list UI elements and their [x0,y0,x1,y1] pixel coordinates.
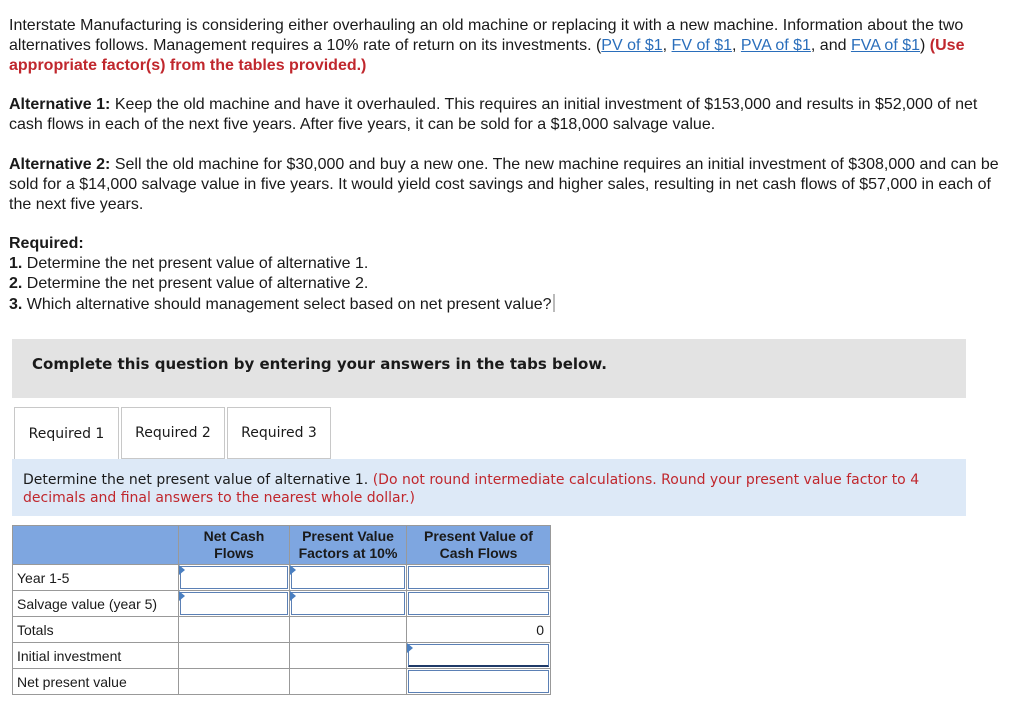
header-net-cash-flows: Net Cash Flows [179,526,290,565]
header-pv-cash-flows: Present Value of Cash Flows [407,526,551,565]
row-label: Initial investment [13,643,179,669]
pv-factor-input[interactable] [290,591,407,617]
empty-cell [179,669,290,695]
intro-text: Interstate Manufacturing is considering either overhauling an old machine or replacing it with a new machine. Information about the two alternatives follows. Management requires a 10% rate of return on its investments. ( [9,17,964,54]
table-row [13,617,551,643]
flag-icon [407,643,413,653]
empty-cell [290,617,407,643]
header-pv-factors: Present Value Factors at 10% [290,526,407,565]
row-label: Totals [13,617,179,643]
instructions-banner [12,339,966,398]
question-intro: Interstate Manufacturing is considering either overhauling an old machine or replacing it with a new machine. Information about the two alternatives follows. Management requires a 10% rate of return on its investments. (PV of $1, FV of $1, PVA of $1, and FVA of $1) (Use appropriate factor(s) from the tables provided.) [9,17,965,74]
table-row [13,565,551,591]
text-cursor [553,294,555,312]
flag-icon [290,591,296,601]
empty-cell [290,643,407,669]
pv-factor-input[interactable] [290,565,407,591]
alternative-2: Alternative 2: Sell the old machine for $30,000 and buy a new one. The new machine requires an initial investment of $308,000 and can be sold for a $14,000 salvage value in five years. It would yield cost savings and higher sales, resulting in net cash flows of $57,000 in each of the next five years. [9,156,999,213]
npv-table [12,525,551,695]
pv-cash-flow-cell[interactable] [407,565,551,591]
tab-required-1[interactable]: Required 1 [14,407,119,459]
tab-required-3[interactable]: Required 3 [227,407,331,459]
row-label: Salvage value (year 5) [13,591,179,617]
pv-cash-flow-cell[interactable] [407,591,551,617]
table-row [13,669,551,695]
alternative-1: Alternative 1: Keep the old machine and have it overhauled. This requires an initial investment of $153,000 and results in $52,000 of net cash flows in each of the next five years. After five years, it can be sold for a $18,000 salvage value. [9,96,978,133]
flag-icon [179,565,185,575]
empty-cell [179,617,290,643]
empty-cell [179,643,290,669]
required-heading: Required: [9,235,84,252]
table-row [13,591,551,617]
fv-link[interactable]: FV of $1 [671,37,733,54]
tab-required-2[interactable]: Required 2 [121,407,225,459]
fva-link[interactable]: FVA of $1 [850,37,921,54]
table-row [13,643,551,669]
initial-investment-input[interactable] [407,643,551,669]
factor-note: (Use appropriate factor(s) from the tables provided.) [9,37,965,74]
totals-value: 0 [407,617,551,643]
flag-icon [179,591,185,601]
net-cash-flow-input[interactable] [179,591,290,617]
net-cash-flow-input[interactable] [179,565,290,591]
pva-link[interactable]: PVA of $1 [740,37,811,54]
pv-link[interactable]: PV of $1 [601,37,663,54]
required-list: Required: 1. Determine the net present value of alternative 1. 2. Determine the net present value of alternative 2. 3. Which alternative should management select based on net present value? [9,234,1009,315]
npv-cell[interactable] [407,669,551,695]
blank-header [13,526,179,565]
row-label: Year 1-5 [13,565,179,591]
row-label: Net present value [13,669,179,695]
banner-text: Complete this question by entering your answers in the tabs below. [32,355,607,373]
tab-instructions: Determine the net present value of alternative 1. (Do not round intermediate calculations. Round your present value factor to 4 decimals and final answers to the nearest whole dollar.) [12,459,966,516]
flag-icon [290,565,296,575]
table-header-row [13,526,551,565]
empty-cell [290,669,407,695]
